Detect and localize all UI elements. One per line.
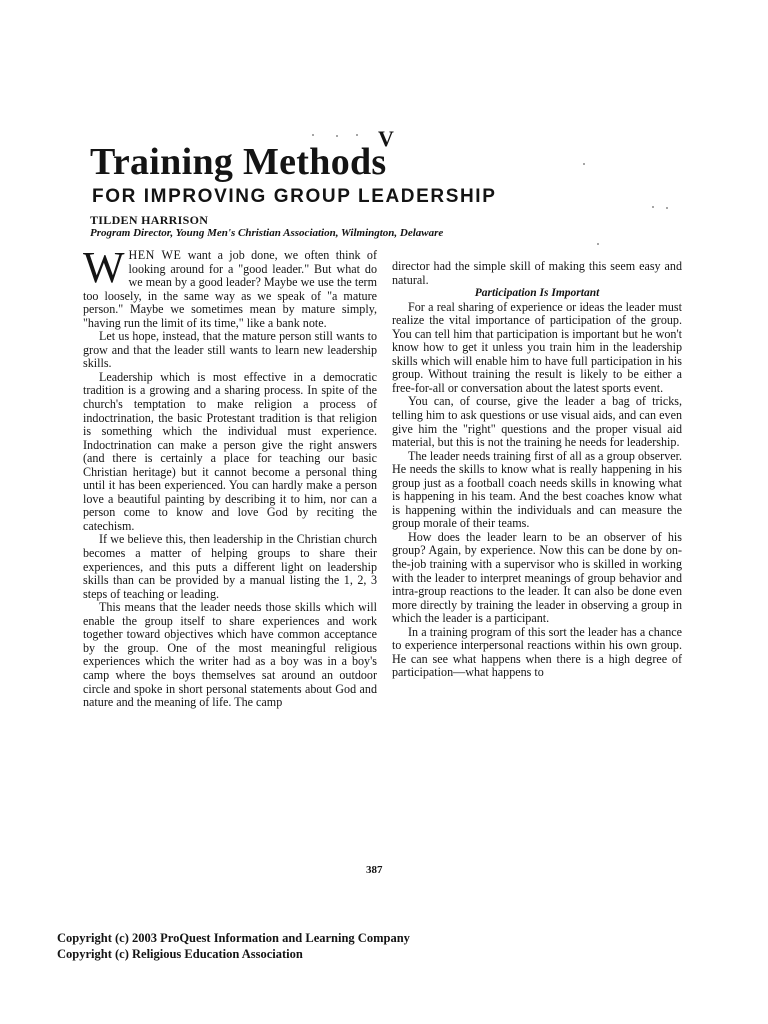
opening-paragraph bbox=[83, 243, 378, 330]
paragraph: If we believe this, then leadership in the Christian church becomes a matter of helping groups to share their experiences, and this puts a different light on leadership skills than can be provided by a manual listing the 1, 2, 3 steps of teaching or leading. bbox=[83, 532, 377, 601]
drop-cap: W bbox=[83, 243, 125, 292]
chapter-number: V bbox=[378, 126, 395, 151]
paragraph: Let us hope, instead, that the mature person still wants to grow and that the leader still wants to learn new leadership skills. bbox=[83, 329, 377, 371]
paragraph: The leader needs training first of all as a group observer. He needs the skills to know what is really happening in his group just as a football coach needs skills in knowing what is happening in his team. And the best coaches know what is happening within the individuals and can measure the group morale of their teams. bbox=[392, 448, 682, 531]
paragraph: This means that the leader needs those skills which will enable the group itself to share experiences and work together toward objectives which have common acceptance by the group. One of the most meaningful religious experiences which the writer had as a boy was in a boy's camp where the boys themselves sat around an outdoor circle and spoke in short personal statements about God and nature and the meaning of life. The camp bbox=[83, 600, 377, 710]
scan-speck bbox=[652, 206, 654, 208]
paragraph: How does the leader learn to be an observer of his group? Again, by experience. Now this can be done by on-the-job training with a supervisor who is skilled in working with the leader to interpret meanings of group behavior and intra-group reactions to the leader. It can also be done even more directly by training the leader in observing a group in which the leader is a participant. bbox=[392, 529, 682, 626]
paragraph: Leadership which is most effective in a democratic tradition is a growing and a sharing process. In spite of the church's temptation to make religion a process of indoctrination, the basic Protestant tradition is that religion is something which the individual must experience. Indoctrination can make a person give the right answers (and there is certainly a place for teaching our basic Christian heritage) but it cannot become a personal thing until it has been experienced. You can hardly make a person love a beautiful painting by describing it to him, nor can a person come to know and love God by reciting the catechism. bbox=[83, 369, 377, 533]
author-name: TILDEN HARRISON bbox=[90, 213, 209, 227]
copyright-line: Copyright (c) Religious Education Association bbox=[57, 947, 303, 961]
scan-speck bbox=[666, 207, 668, 209]
right-column bbox=[392, 260, 682, 680]
paragraph: You can, of course, give the leader a bag of tricks, telling him to ask questions or use visual aids, and can even give him the "right" questions and the proper visual aid material, but this is not the training he needs for leadership. bbox=[392, 394, 682, 450]
article-title: Training Methods bbox=[90, 141, 387, 183]
article-subtitle: FOR IMPROVING GROUP LEADERSHIP bbox=[92, 186, 497, 207]
paragraph: For a real sharing of experience or ideas the leader must realize the vital importance of participation of the group. You can tell him that participation is important but he won't know how to get it unless you train him in the leadership skills which will enable him to have full participation in his group. Without training the result is likely to be either a free-for-all or conversation about the latest sports event. bbox=[392, 299, 682, 395]
scan-speck bbox=[312, 134, 314, 136]
page-number: 387 bbox=[366, 864, 383, 876]
paragraph-text: want a job done, we often think of looking around for a "good leader." But what do we mean by a good leader? Maybe we use the term too loosely, in the same way as we speak of "a mature person." Maybe we sometimes mean by mature simply, "having run the limit of its time," like a bank note. bbox=[83, 248, 378, 330]
scan-speck bbox=[356, 134, 358, 136]
opening-words: HEN WE bbox=[128, 248, 182, 262]
scan-speck bbox=[597, 243, 599, 245]
paragraph: In a training program of this sort the leader has a chance to experience interpersonal reactions within his own group. He can see what happens when there is a high degree of participation—what happens to bbox=[392, 624, 682, 680]
copyright-line: Copyright (c) 2003 ProQuest Information and Learning Company bbox=[57, 931, 410, 945]
continued-paragraph: director had the simple skill of making this seem easy and natural. bbox=[392, 259, 682, 287]
scan-speck bbox=[583, 163, 585, 165]
author-affiliation: Program Director, Young Men's Christian Association, Wilmington, Delaware bbox=[90, 227, 444, 239]
section-heading: Participation Is Important bbox=[474, 287, 600, 300]
left-column bbox=[83, 243, 378, 710]
scan-speck bbox=[336, 135, 338, 137]
